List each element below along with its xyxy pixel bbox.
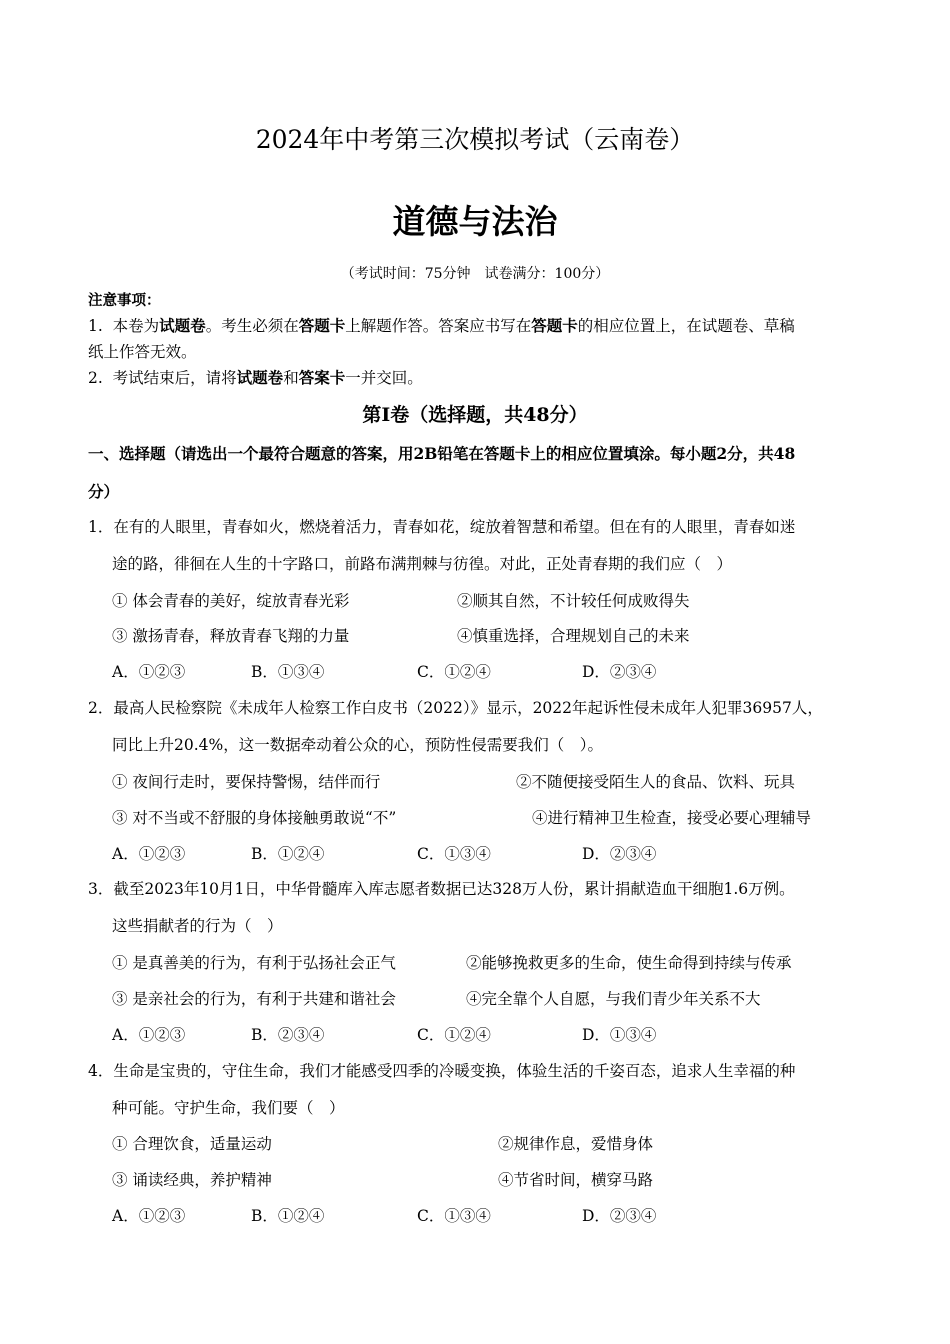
section-instruction: 一、选择题（请选出一个最符合题意的答案，用2B铅笔在答题卡上的相应位置填涂。每小题2分，共48 <box>88 444 796 463</box>
question-1-choice-c[interactable]: C．①②④ <box>417 663 491 681</box>
question-4-stem <box>88 1059 795 1081</box>
note-1-text-g: 的相应位置上，在试题卷、草稿 <box>577 317 795 335</box>
question-1-line-2: 途的路，徘徊在人生的十字路口，前路布满荆棘与彷徨。对此，正处青春期的我们应（ ） <box>112 555 733 573</box>
note-2-text-c: 和 <box>283 369 299 387</box>
question-2-statement-4: ④进行精神卫生检查，接受必要心理辅导 <box>532 809 812 827</box>
note-1-bold-paper: 试题卷 <box>159 316 206 335</box>
question-3-statement-3: ③ 是亲社会的行为，有利于共建和谐社会 <box>112 990 396 1008</box>
question-1-line-1: 在有的人眼里，青春如火，燃烧着活力，青春如花，绽放着智慧和希望。但在有的人眼里，青春如迷 <box>113 518 796 536</box>
question-3-statement-2: ②能够挽救更多的生命，使生命得到持续与传承 <box>466 954 792 972</box>
question-1-statement-2: ②顺其自然，不计较任何成败得失 <box>457 592 690 610</box>
section-instruction-line-2: 分） <box>88 482 120 501</box>
question-2-line-2: 同比上升20.4%，这一数据牵动着公众的心，预防性侵需要我们（ ）。 <box>112 736 603 754</box>
note-2-text-e: 一并交回。 <box>345 369 423 387</box>
note-1-bold-card-2: 答题卡 <box>531 316 578 335</box>
note-2-text-a: 考试结束后，请将 <box>112 369 237 387</box>
subject-title: 道德与法治 <box>392 202 558 241</box>
notes-heading: 注意事项： <box>88 292 161 309</box>
note-1-number: 1. <box>88 317 103 335</box>
note-1-bold-card: 答题卡 <box>298 316 346 335</box>
question-1-statement-3: ③ 激扬青春，释放青春飞翔的力量 <box>112 627 350 645</box>
exam-title: 2024年中考第三次模拟考试（云南卷） <box>255 125 695 154</box>
question-1-stem <box>88 515 795 537</box>
part-title: 第Ⅰ卷（选择题，共48分） <box>362 404 588 426</box>
question-1-statement-1: ① 体会青春的美好，绽放青春光彩 <box>112 592 350 610</box>
question-1-choice-d[interactable]: D．②③④ <box>582 663 657 681</box>
note-1-text-e: 上解题作答。答案应书写在 <box>345 317 532 335</box>
question-4-number: 4． <box>88 1062 114 1080</box>
question-3-choice-b[interactable]: B．②③④ <box>251 1026 325 1044</box>
question-4-statement-3: ③ 诵读经典，养护精神 <box>112 1171 272 1189</box>
question-3-stem <box>88 877 795 899</box>
question-2-statement-2: ②不随便接受陌生人的食品、饮料、玩具 <box>516 773 796 791</box>
question-4-line-1: 生命是宝贵的，守住生命，我们才能感受四季的冷暖变换，体验生活的千姿百态，追求人生幸福的种 <box>113 1062 796 1080</box>
note-2-number: 2. <box>88 369 103 387</box>
question-4-choice-c[interactable]: C．①③④ <box>417 1207 491 1225</box>
question-2-choice-c[interactable]: C．①③④ <box>417 845 491 863</box>
note-2 <box>88 366 423 388</box>
question-2-choice-a[interactable]: A．①②③ <box>112 845 186 863</box>
question-2-choice-d[interactable]: D．②③④ <box>582 845 657 863</box>
question-4-choice-b[interactable]: B．①②④ <box>251 1207 325 1225</box>
question-3-choice-a[interactable]: A．①②③ <box>112 1026 186 1044</box>
note-2-bold-paper: 试题卷 <box>236 368 284 387</box>
question-4-line-2: 种可能。守护生命，我们要（ ） <box>112 1099 345 1117</box>
question-4-choice-a[interactable]: A．①②③ <box>112 1207 186 1225</box>
question-2-line-1: 最高人民检察院《未成年人检察工作白皮书（2022）》显示，2022年起诉性侵未成年人犯罪36957人， <box>113 699 823 717</box>
question-2-statement-1: ① 夜间行走时，要保持警惕，结伴而行 <box>112 773 381 791</box>
question-1-statement-4: ④慎重选择，合理规划自己的未来 <box>457 627 690 645</box>
question-1-choice-b[interactable]: B．①③④ <box>251 663 325 681</box>
note-1 <box>88 314 795 336</box>
note-2-bold-card: 答案卡 <box>298 368 346 387</box>
question-4-statement-2: ②规律作息，爱惜身体 <box>498 1135 654 1153</box>
question-3-number: 3． <box>88 880 114 898</box>
question-4-statement-1: ① 合理饮食，适量运动 <box>112 1135 272 1153</box>
note-1-line-2: 纸上作答无效。 <box>88 343 197 361</box>
question-2-statement-3: ③ 对不当或不舒服的身体接触勇敢说“不” <box>112 809 397 827</box>
question-2-stem <box>88 696 823 718</box>
note-1-text-a: 本卷为 <box>112 317 160 335</box>
question-1-choice-a[interactable]: A．①②③ <box>112 663 186 681</box>
question-2-number: 2． <box>88 699 114 717</box>
question-3-line-2: 这些捐献者的行为（ ） <box>112 917 283 935</box>
question-1-number: 1． <box>88 518 114 536</box>
question-4-statement-4: ④节省时间，横穿马路 <box>498 1171 654 1189</box>
note-1-text-c: 。考生必须在 <box>205 317 299 335</box>
question-2-choice-b[interactable]: B．①②④ <box>251 845 325 863</box>
question-3-statement-4: ④完全靠个人自愿，与我们青少年关系不大 <box>466 990 761 1008</box>
question-3-line-1: 截至2023年10月1日，中华骨髓库入库志愿者数据已达328万人份，累计捐献造血干细胞1.6万例。 <box>113 880 795 898</box>
exam-info: （考试时间：75分钟 试卷满分：100分） <box>340 266 610 282</box>
question-3-choice-d[interactable]: D．①③④ <box>582 1026 657 1044</box>
question-3-choice-c[interactable]: C．①②④ <box>417 1026 491 1044</box>
question-3-statement-1: ① 是真善美的行为，有利于弘扬社会正气 <box>112 954 396 972</box>
question-4-choice-d[interactable]: D．②③④ <box>582 1207 657 1225</box>
